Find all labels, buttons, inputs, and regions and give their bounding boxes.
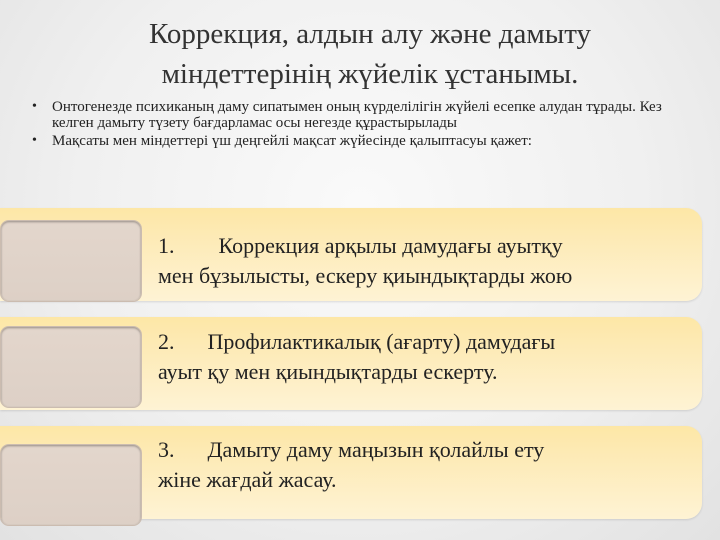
bullet-item bbox=[30, 99, 705, 131]
list-item-1-line-1: 1. Коррекция арқылы дамудағы ауытқу bbox=[158, 233, 563, 258]
slide-title bbox=[40, 14, 700, 94]
bullet-item bbox=[30, 133, 705, 149]
bullet-icon: • bbox=[32, 133, 37, 148]
list-item-3-line-2: жіне жағдай жасау. bbox=[158, 467, 337, 492]
bullet-text: Мақсаты мен міндеттері үш деңгейлі мақсат жүйесінде қалыптасуы қажет: bbox=[52, 133, 532, 149]
bullet-list bbox=[30, 99, 705, 151]
list-item-3 bbox=[158, 435, 688, 495]
list-item-2-line-1: 2. Профилактикалық (ағарту) дамудағы bbox=[158, 329, 556, 354]
list-item-1-line-2: мен бұзылысты, ескеру қиындықтарды жою bbox=[158, 263, 573, 288]
slide-title-line-1: Коррекция, алдын алу және дамыту bbox=[149, 18, 591, 50]
image-placeholder-1 bbox=[1, 221, 141, 301]
image-placeholder-2 bbox=[1, 327, 141, 407]
list-item-1 bbox=[158, 231, 688, 291]
list-item-2-line-2: ауыт қу мен қиындықтарды ескерту. bbox=[158, 359, 498, 384]
list-item-3-line-1: 3. Дамыту даму маңызын қолайлы ету bbox=[158, 437, 545, 462]
slide-title-line-2: міндеттерінің жүйелік ұстанымы. bbox=[161, 58, 579, 90]
bullet-text: Онтогенезде психиканың даму сипатымен оның күрделілігін жүйелі есепке алудан тұрады. Кез келген дамыту түзету бағдарламас осы негезде құрастырылады bbox=[52, 99, 662, 131]
list-item-2 bbox=[158, 327, 688, 387]
image-placeholder-3 bbox=[1, 445, 141, 525]
bullet-icon: • bbox=[32, 99, 37, 114]
